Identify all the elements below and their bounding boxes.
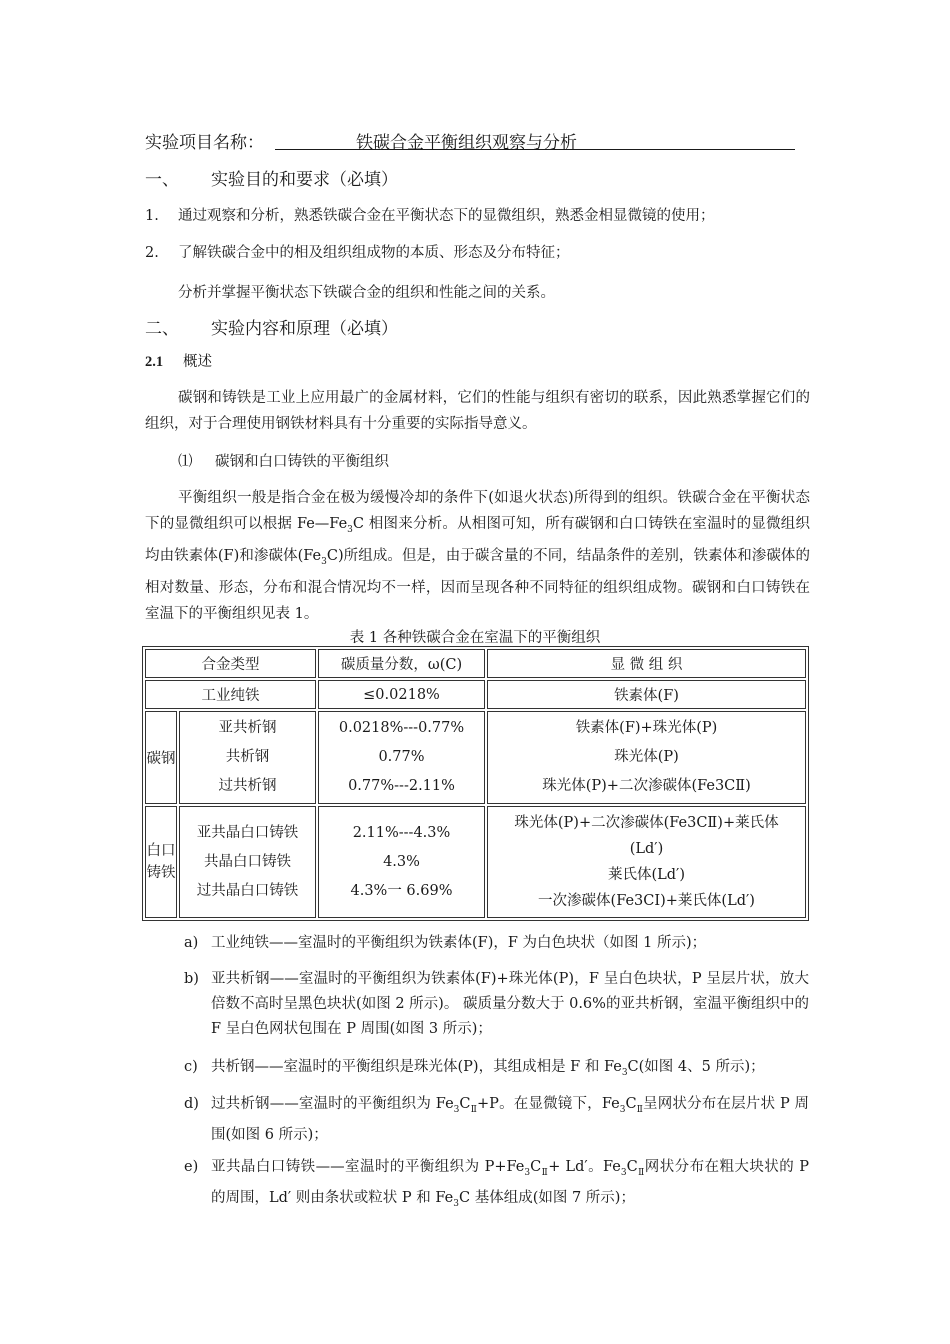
white-cast-iron-names <box>179 806 316 918</box>
subitem-1-marker: ⑴ <box>178 454 193 470</box>
white-name-hypoeutectic: 亚共晶白口铸铁 <box>196 824 299 841</box>
pure-iron-carbon: ≤0.0218% <box>318 680 485 709</box>
subsection-2-1-number: 2.1 <box>145 354 164 370</box>
project-name-label: 实验项目名称： <box>145 133 264 153</box>
list-item-e-marker: e) <box>184 1159 199 1175</box>
steel-structure-eutectoid: 珠光体(P) <box>614 749 679 765</box>
purpose-item-1-text: 通过观察和分析，熟悉铁碳合金在平衡状态下的显微组织，熟悉金相显微镜的使用； <box>178 208 715 224</box>
purpose-item-2 <box>145 240 570 267</box>
header-alloy-type: 合金类型 <box>145 649 316 678</box>
table-row-pure-iron <box>145 680 806 709</box>
white-structure-hypoeutectic-line2: (Ld′) <box>629 841 664 857</box>
steel-carbon-hypoeutectoid: 0.0218%---0.77% <box>338 720 465 736</box>
subsection-2-1-heading <box>145 349 212 376</box>
list-item-a-marker: a) <box>184 935 199 951</box>
steel-name-eutectoid: 共析钢 <box>225 749 270 765</box>
white-group-line-1: 白口 <box>146 843 176 859</box>
subitem-1-title: 碳钢和白口铸铁的平衡组织 <box>215 454 389 470</box>
white-structure-hypoeutectic-line1: 珠光体(P)+二次渗碳体(Fe3CⅡ)+莱氏体 <box>514 815 779 831</box>
steel-carbon-hypereutectoid: 0.77%---2.11% <box>348 778 455 794</box>
white-carbon-hypoeutectic: 2.11%---4.3% <box>352 824 451 841</box>
section-2-title: 实验内容和原理（必填） <box>211 319 398 339</box>
white-group-line-2: 铸铁 <box>146 865 176 881</box>
carbon-steel-names <box>179 711 316 804</box>
list-item-d-text: 过共析钢——室温时的平衡组织为 $Fe_3C_Ⅱ+P$。在显微镜下，$Fe_3C_Ⅱ$呈网状分布在层片状 P 周围(如图 6 所示)； <box>211 1096 809 1143</box>
white-structure-eutectic: 莱氏体(Ld′) <box>607 867 686 883</box>
list-item-b-text: 亚共析钢——室温时的平衡组织为铁素体(F)+珠光体(P)，F 呈白色块状，P 呈层片状，放大倍数不高时呈黑色块状(如图 2 所示)。 碳质量分数大于 0.6%的亚共析钢，室温平衡组织中的 F 呈白色网状包围在 P 周围(如图 3 所示)； <box>211 971 809 1037</box>
list-item-c-marker: c) <box>184 1059 198 1075</box>
steel-structure-hypereutectoid: 珠光体(P)+二次渗碳体(Fe3CⅡ) <box>542 778 751 794</box>
pure-iron-name: 工业纯铁 <box>145 680 316 709</box>
overview-paragraph: 碳钢和铸铁是工业上应用最广的金属材料，它们的性能与组织有密切的联系，因此熟悉掌握它们的组织，对于合理使用钢铁材料具有十分重要的实际指导意义。 <box>145 390 810 432</box>
table-row-white-cast-iron <box>145 806 806 918</box>
project-name-value: 铁碳合金平衡组织观察与分析 <box>356 133 577 153</box>
equilibrium-paragraph: 平衡组织一般是指合金在极为缓慢冷却的条件下(如退火状态)所得到的组织。铁碳合金在平衡状态下的显微组织可以根据 $Fe—Fe_3C$ 相图来分析。从相图可知，所有碳钢和白口铸铁在室温时的显微组织均由铁素体(F)和渗碳体$(Fe_3C)$所组成。但是，由于碳含量的不同，结晶条件的差别，铁素体和渗碳体的相对数量、形态，分布和混合情况均不一样，因而呈现各种不同特征的组织组成物。碳钢和白口铸铁在室温下的平衡组织见表 1。 <box>145 490 810 622</box>
table-row-carbon-steel <box>145 711 806 804</box>
table-1-caption: 表 1 各种铁碳合金在室温下的平衡组织 <box>349 630 601 646</box>
pure-iron-structure: 铁素体(F) <box>487 680 806 709</box>
header-carbon-fraction: 碳质量分数，ω(C) <box>318 649 485 678</box>
table-header-row <box>145 649 806 678</box>
purpose-item-2-marker: 2. <box>145 245 159 261</box>
purpose-item-1 <box>145 203 715 230</box>
section-1-number: 一、 <box>145 170 179 190</box>
list-item-b-marker: b) <box>184 971 199 987</box>
equilibrium-structure-table <box>142 646 809 921</box>
white-carbon-hypereutectic: 4.3%一 6.69% <box>350 882 453 899</box>
list-item-c-text: 共析钢——室温时的平衡组织是珠光体(P)，其组成相是 F 和 $Fe_3C$(如图 4、5 所示)； <box>211 1059 765 1078</box>
purpose-extra-line: 分析并掌握平衡状态下铁碳合金的组织和性能之间的关系。 <box>178 285 555 301</box>
subitem-1-heading <box>178 449 389 476</box>
carbon-steel-carbon <box>318 711 485 804</box>
carbon-steel-structure <box>487 711 806 804</box>
list-item-a-text: 工业纯铁——室温时的平衡组织为铁素体(F)，F 为白色块状（如图 1 所示)； <box>211 935 707 951</box>
project-name-underline <box>275 149 795 150</box>
subsection-2-1-title: 概述 <box>183 354 212 370</box>
white-carbon-eutectic: 4.3% <box>383 853 420 870</box>
white-name-hypereutectic: 过共晶白口铸铁 <box>196 882 299 899</box>
section-2-heading <box>145 314 398 339</box>
carbon-steel-group-label: 碳钢 <box>145 711 177 804</box>
steel-name-hypereutectoid: 过共析钢 <box>218 778 277 794</box>
steel-carbon-eutectoid: 0.77% <box>378 749 425 765</box>
steel-name-hypoeutectoid: 亚共析钢 <box>218 720 277 736</box>
purpose-item-1-marker: 1. <box>145 208 159 224</box>
white-cast-iron-group-label <box>145 806 177 918</box>
purpose-item-2-text: 了解铁碳合金中的相及组织组成物的本质、形态及分布特征； <box>178 245 570 261</box>
list-item-e-text: 亚共晶白口铸铁——室温时的平衡组织为 $P+Fe_3C_Ⅱ+ Ld'$。$Fe_3C_Ⅱ$网状分布在粗大块状的 P 的周围，Ld′ 则由条状或粒状 P 和 $Fe_3C$ 基体组成(如图 7 所示)； <box>211 1159 810 1209</box>
section-1-heading <box>145 165 398 190</box>
section-1-title: 实验目的和要求（必填） <box>211 170 398 190</box>
steel-structure-hypoeutectoid: 铁素体(F)+珠光体(P) <box>575 720 718 736</box>
section-2-number: 二、 <box>145 319 179 339</box>
white-cast-iron-structure <box>487 806 806 918</box>
white-structure-hypereutectic: 一次渗碳体(Fe3CⅠ)+莱氏体(Ld′) <box>538 893 755 909</box>
white-cast-iron-carbon <box>318 806 485 918</box>
list-item-d-marker: d) <box>184 1096 199 1112</box>
header-microstructure: 显 微 组 织 <box>487 649 806 678</box>
white-name-eutectic: 共晶白口铸铁 <box>204 853 291 870</box>
